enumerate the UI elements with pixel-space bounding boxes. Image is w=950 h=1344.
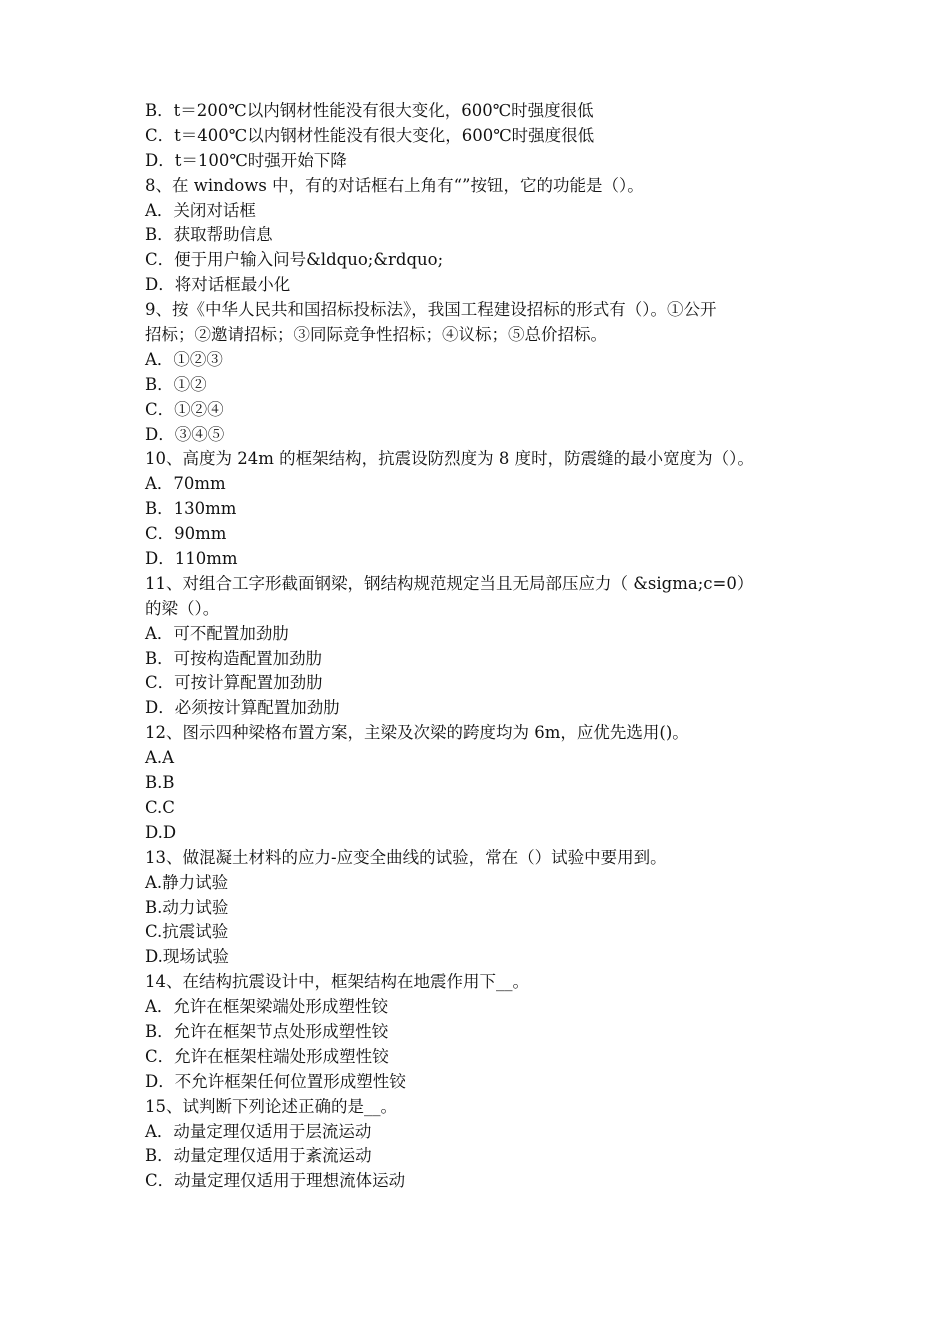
question-8-option-d: D．将对话框最小化 — [145, 275, 291, 295]
question-13-option-d: D.现场试验 — [145, 947, 229, 967]
question-11-option-c: C．可按计算配置加劲肋 — [145, 673, 323, 693]
question-11-option-d: D．必须按计算配置加劲肋 — [145, 698, 340, 718]
question-10-option-c: C．90mm — [145, 524, 227, 544]
question-11-stem: 11、对组合工字形截面钢梁，钢结构规范规定当且无局部压应力（ &sigma;c=0） — [145, 573, 754, 593]
document-body — [145, 99, 815, 1194]
question-8-option-b: B．获取帮助信息 — [145, 225, 273, 245]
question-8-option-a: A．关闭对话框 — [145, 200, 256, 220]
question-8-option-c: C．便于用户输入问号&ldquo;&rdquo; — [145, 250, 444, 270]
question-8-stem: 8、在 windows 中，有的对话框右上角有“”按钮，它的功能是（）。 — [145, 175, 644, 195]
question-9-option-a: A．①②③ — [145, 349, 223, 369]
text-line-1: B．t＝200℃以内钢材性能没有很大变化，600℃时强度很低 — [145, 101, 594, 120]
question-10-option-b: B．130mm — [145, 499, 237, 519]
question-9-option-d: D．③④⑤ — [145, 424, 225, 444]
question-11-option-a: A．可不配置加劲肋 — [145, 623, 289, 643]
question-15-option-b: B．动量定理仅适用于紊流运动 — [145, 1146, 372, 1166]
question-15-option-c: C．动量定理仅适用于理想流体运动 — [145, 1171, 406, 1191]
question-9-option-b: B．①② — [145, 374, 207, 394]
question-14-option-b: B．允许在框架节点处形成塑性铰 — [145, 1021, 389, 1041]
question-13-option-c: C.抗震试验 — [145, 922, 229, 942]
question-14-stem: 14、在结构抗震设计中，框架结构在地震作用下__。 — [145, 972, 529, 992]
question-14-option-a: A．允许在框架梁端处形成塑性铰 — [145, 997, 388, 1017]
text-line-2: C．t＝400℃以内钢材性能没有很大变化，600℃时强度很低 — [145, 125, 595, 145]
question-15-option-a: A．动量定理仅适用于层流运动 — [145, 1121, 372, 1141]
question-14-option-c: C．允许在框架柱端处形成塑性铰 — [145, 1046, 389, 1066]
question-12-option-b: B.B — [145, 773, 175, 793]
text-line-3: D．t＝100℃时强开始下降 — [145, 150, 347, 170]
question-9-option-c: C．①②④ — [145, 399, 224, 419]
question-13-option-b: B.动力试验 — [145, 897, 229, 917]
question-11-option-b: B．可按构造配置加劲肋 — [145, 648, 323, 668]
question-12-option-c: C.C — [145, 797, 175, 817]
question-10-option-d: D．110mm — [145, 549, 238, 569]
question-12-stem: 12、图示四种梁格布置方案，主梁及次梁的跨度均为 6m，应优先选用()。 — [145, 723, 689, 743]
question-12-option-a: A.A — [145, 748, 175, 768]
question-14-option-d: D．不允许框架任何位置形成塑性铰 — [145, 1071, 406, 1091]
question-9-stem-continued: 招标；②邀请招标；③同际竞争性招标；④议标；⑤总价招标。 — [145, 325, 607, 345]
question-9-stem: 9、按《中华人民共和国招标投标法》，我国工程建设招标的形式有（）。①公开 — [145, 300, 717, 320]
question-12-option-d: D.D — [145, 822, 177, 842]
question-11-stem-continued: 的梁（）。 — [145, 598, 220, 618]
question-10-stem: 10、高度为 24m 的框架结构，抗震设防烈度为 8 度时，防震缝的最小宽度为（）。 — [145, 449, 754, 469]
question-13-option-a: A.静力试验 — [145, 872, 229, 892]
question-10-option-a: A．70mm — [145, 474, 226, 494]
question-15-stem: 15、试判断下列论述正确的是__。 — [145, 1096, 397, 1116]
question-13-stem: 13、做混凝土材料的应力-应变全曲线的试验，常在（）试验中要用到。 — [145, 847, 667, 867]
